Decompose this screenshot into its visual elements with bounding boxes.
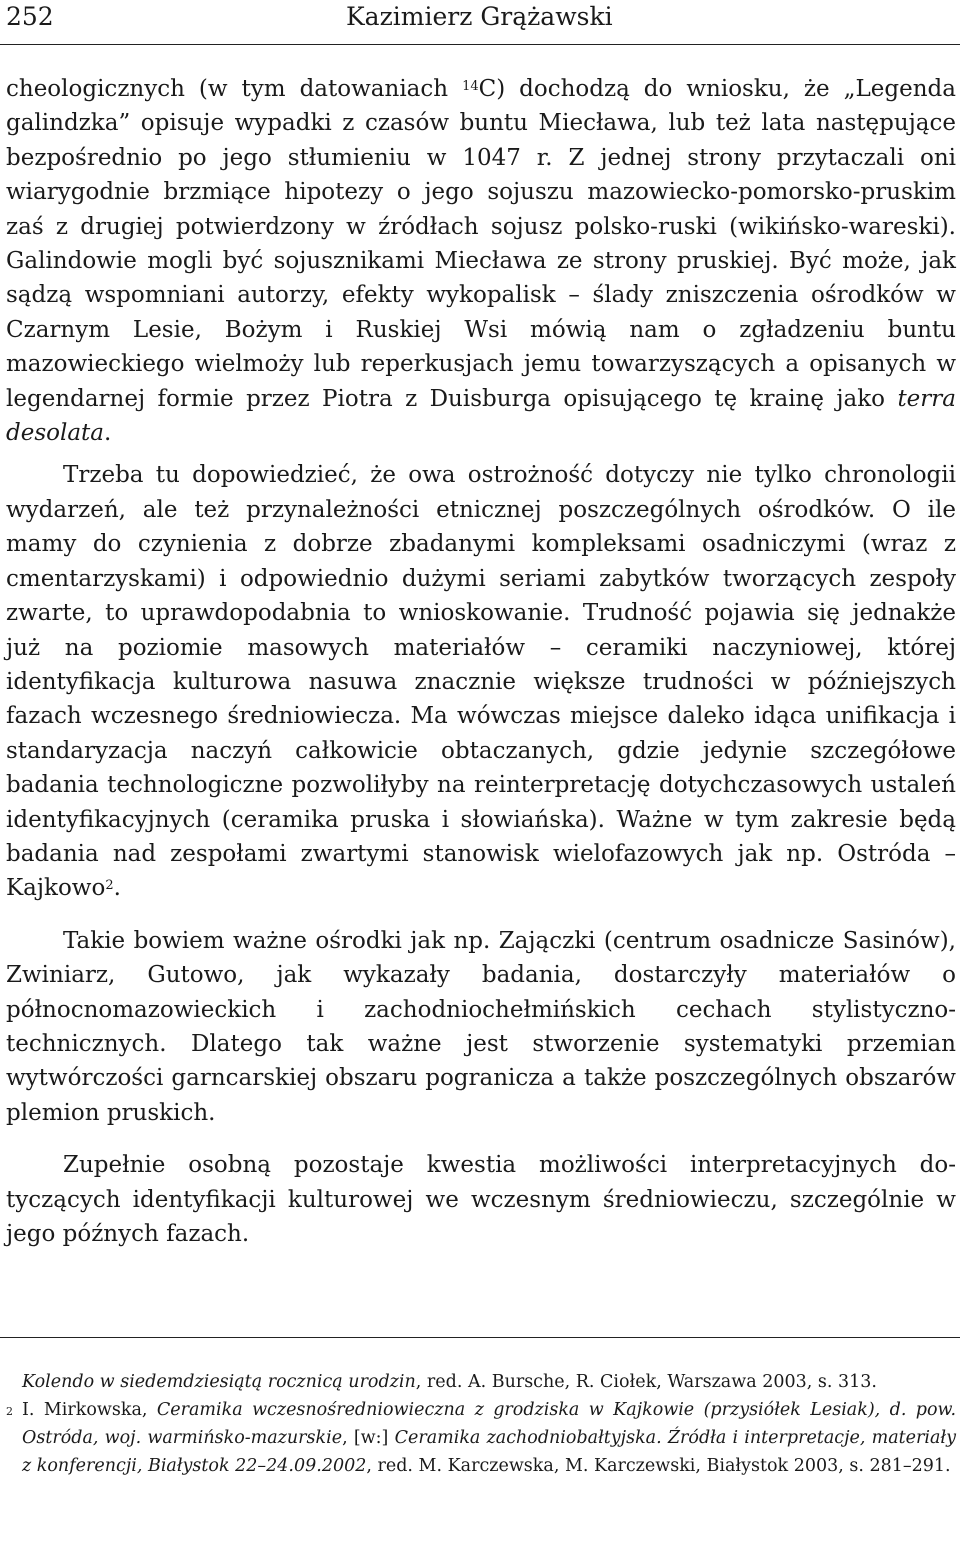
paragraph-4: Zupełnie osobną pozostaje kwestia możliwości interpretacyjnych dotyczących identyfikacji kulturowej we wczesnym średniowieczu, szczególnie w jego późnych fazach.: [6, 1152, 956, 1247]
footnote-rule: [0, 1337, 960, 1338]
page-header: [0, 0, 960, 40]
footnote-2-mark: 2: [6, 1405, 13, 1418]
footnotes: [6, 1368, 956, 1480]
running-head-author: Kazimierz Grążawski: [346, 2, 613, 31]
footnote-1: Kolendo w siedemdziesiątą rocznicą urodzin, red. A. Bursche, R. Ciołek, Warszawa 2003, s. 313.: [22, 1372, 877, 1392]
body-text: [6, 72, 956, 1251]
paragraph-1: cheologicznych (w tym datowaniach $^{14}$C) dochodzą do wniosku, że „Legenda galindzka” opisuje wypadki z czasów buntu Miecława, lub też lata następujące bezpośrednio po jego stłumieniu w 1047 r. Z jednej strony przytaczali oni wiarygodnie brzmiące hipotezy o jego sojuszu mazowiecko-pomorsko-pruskim zaś z drugiej potwierdzony w źródłach sojusz polsko-ruski (wikińsko-wareski). Galindowie mogli być sojusznikami Miecława ze strony pruskiej. Być może, jak sądzą wspomniani autorzy, efekty wykopalisk – ślady zniszczenia ośrodków w Czarnym Lesie, Bożym i Ruskiej Wsi mówią nam o zgładzeniu buntu mazowieckiego wielmoży lub reperkusjach jemu towarzyszących a opisanych w legendarnej formie przez Piotra z Duisburga opisującego tę krainę jako terra desolata.: [6, 76, 956, 447]
header-rule: [0, 44, 960, 45]
paragraph-2: Trzeba tu dopowiedzieć, że owa ostrożność dotyczy nie tylko chronologii wydarzeń, ale też przynależności etnicznej poszczególnych ośrodków. O ile mamy do czynienia z dobrze zbadanymi kompleksami osadniczymi (wraz z cmentarzyskami) i odpowiednio dużymi seriami zabytków tworzących zespoły zwarte, to uprawdopodabnia to wnioskowanie. Trudność pojawia się jednakże już na poziomie masowych materiałów – ceramiki naczyniowej, której identyfikacja kulturowa nasuwa znacznie większe trudności w późniejszych fazach wczesnego średniowiecza. Ma wówczas miejsce daleko idąca unifikacja i standaryzacja naczyń całkowicie obtaczanych, gdzie jedynie szczegółowe badania technologiczne pozwoliłyby na reinterpretację dotychczasowych ustaleń identyfikacyjnych (ceramika pruska i słowiańska). Ważne w tym zakresie będą badania nad zespołami zwartymi stanowisk wielofazowych jak np. Ostróda – Kajkowo$^2$.: [6, 462, 956, 902]
footnote-2: 2 I. Mirkowska, Ceramika wczesnośredniowieczna z grodziska w Kajkowie (przysiółek Lesiak), d. pow. Ostróda, woj. warmińsko-mazurskie, [w:] Ceramika zachodniobałtyjska. Źródła i interpretacje, materiały z konferencji, Białystok 22–24.09.2002, red. M. Karczewska, M. Karczewski, Białystok 2003, s. 281–291.: [6, 1400, 957, 1476]
footnote-ref-2: 2: [105, 878, 114, 894]
page-number: 252: [6, 2, 54, 31]
italic-term: terra desolata: [6, 385, 956, 447]
paragraph-3: Takie bowiem ważne ośrodki jak np. Zajączki (centrum osadnicze Sasinów), Zwiniarz, Gutowo, jak wykazały badania, dostarczyły materiałów o północnomazowieckich i zachodniochełmińskich cechach stylistyczno-technicznych. Dlatego tak ważne jest stworzenie systematyki przemian wytwórczości garncarskiej obszaru pogranicza a także poszczególnych obszarów plemion pruskich.: [6, 927, 956, 1126]
superscript-14: 14: [462, 79, 479, 94]
